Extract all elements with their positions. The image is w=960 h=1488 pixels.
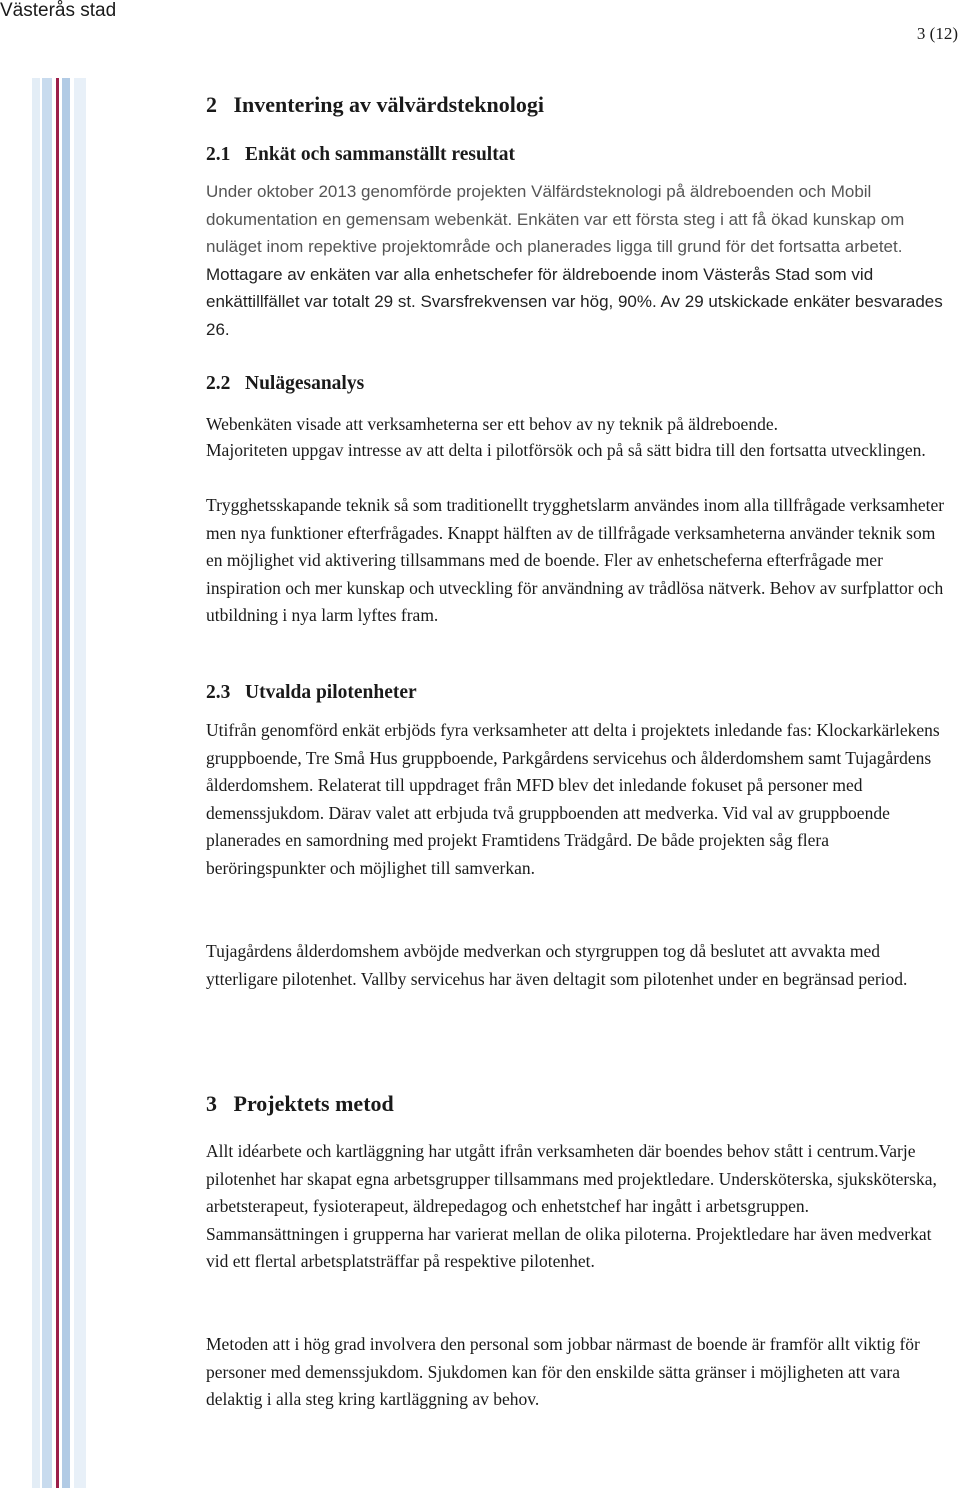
paragraph-grey-text: Under oktober 2013 genomförde projekten Välfärdsteknologi på äldreboenden och Mobil dokumentation en gemensam webenkät. Enkäten var ett första steg i att få ökad kunskap om nuläget inom repektive projektområde och planerades ligga till grund för det fortsatta arbetet. [206, 182, 905, 256]
section-2-heading [206, 92, 544, 118]
stripe-blue [62, 78, 70, 1488]
section-2-2-paragraph-3: Trygghetsskapande teknik så som traditionellt trygghetslarm användes inom alla tillfrågade verksamheter men nya funktioner efterfrågades. Knappt hälften av de tillfrågade verksamheterna använder teknik som en möjlighet vid aktivering tillsammans med de boende. Fler av enhetscheferna efterfrågade mer inspiration och mer kunskap och utveckling för användning av trådlösa nätverk. Behov av surfplattor och utbildning i nya larm lyftes fram. [206, 495, 945, 625]
header-page-number: 3 (12) [916, 24, 958, 43]
section-title: Utvalda pilotenheter [245, 682, 417, 703]
paragraph-dark-text: Mottagare av enkäten var alla enhetschefer för äldreboende inom Västerås Stad som vid enkättillfället var totalt 29 st. Svarsfrekvensen var hög, 90%. Av 29 utskickade enkäter besvarades 26. [206, 264, 943, 339]
section-number: 2.3 [206, 682, 231, 703]
section-title: Projektets metod [233, 1091, 394, 1116]
section-2-3-paragraph-2: Tujagårdens ålderdomshem avböjde medverkan och styrgruppen tog då beslutet att avvakta med ytterligare pilotenhet. Vallby servicehus har även deltagit som pilotenhet under en begränsad period. [206, 941, 908, 989]
section-2-2-paragraph-2: Majoriteten uppgav intresse av att delta i pilotförsök och på så sätt bidra till den fortsatta utvecklingen. [206, 440, 926, 460]
stripe-red [56, 78, 59, 1488]
section-number: 2.2 [206, 373, 231, 394]
section-title: Enkät och sammanställt resultat [245, 144, 515, 165]
section-number: 2.1 [206, 144, 231, 165]
section-2-3-paragraph-1: Utifrån genomförd enkät erbjöds fyra verksamheter att delta i projektets inledande fas: Klockarkärlekens gruppboende, Tre Små Hus gruppboende, Parkgårdens servicehus och ålderdomshem samt Tujagårdens ålderdomshem. Relaterat till uppdraget från MFD blev det inledande fokuset på personer med demenssjukdom. Därav valet att erbjuda två gruppboenden att medverka. Vid val av gruppboende planerades en samordning med projekt Framtidens Trädgård. De både projekten såg flera beröringspunkter och möjlighet till samverkan. [206, 720, 940, 878]
section-3-paragraph-1: Allt idéarbete och kartläggning har utgått ifrån verksamheten där boendes behov stått i centrum.Varje pilotenhet har skapat egna arbetsgrupper tillsammans med projektledare. Undersköterska, sjuksköterska, arbetsterapeut, fysioterapeut, äldrepedagog och enhetstchef har ingått i arbetsgruppen. Sammansättningen i grupperna har varierat mellan de olika piloterna. Projektledare har även medverkat vid ett flertal arbetsplatsträffar på respektive pilotenhet. [206, 1141, 937, 1271]
stripe-pale [74, 78, 86, 1488]
section-2-3-heading [206, 682, 417, 704]
section-3-heading [206, 1091, 394, 1117]
section-number: 2 [206, 92, 217, 117]
header-organization: Västerås stad [0, 0, 117, 21]
section-number: 3 [206, 1091, 217, 1116]
section-2-1-paragraph [206, 178, 946, 343]
section-3-paragraph-2: Metoden att i hög grad involvera den personal som jobbar närmast de boende är framför allt viktig för personer med demenssjukdom. Sjukdomen kan för den enskilde sätta gränser i möjligheten att vara delaktig i alla steg kring kartläggning av behov. [206, 1334, 920, 1409]
stripe-light [32, 78, 40, 1488]
section-2-1-heading [206, 144, 515, 166]
stripe-mid [42, 78, 52, 1488]
margin-stripes-decoration [32, 78, 94, 1488]
section-title: Inventering av välvärdsteknologi [233, 92, 544, 117]
section-2-2-heading [206, 373, 364, 395]
section-2-2-paragraph-1: Webenkäten visade att verksamheterna ser ett behov av ny teknik på äldreboende. [206, 414, 778, 434]
section-title: Nulägesanalys [245, 373, 365, 394]
